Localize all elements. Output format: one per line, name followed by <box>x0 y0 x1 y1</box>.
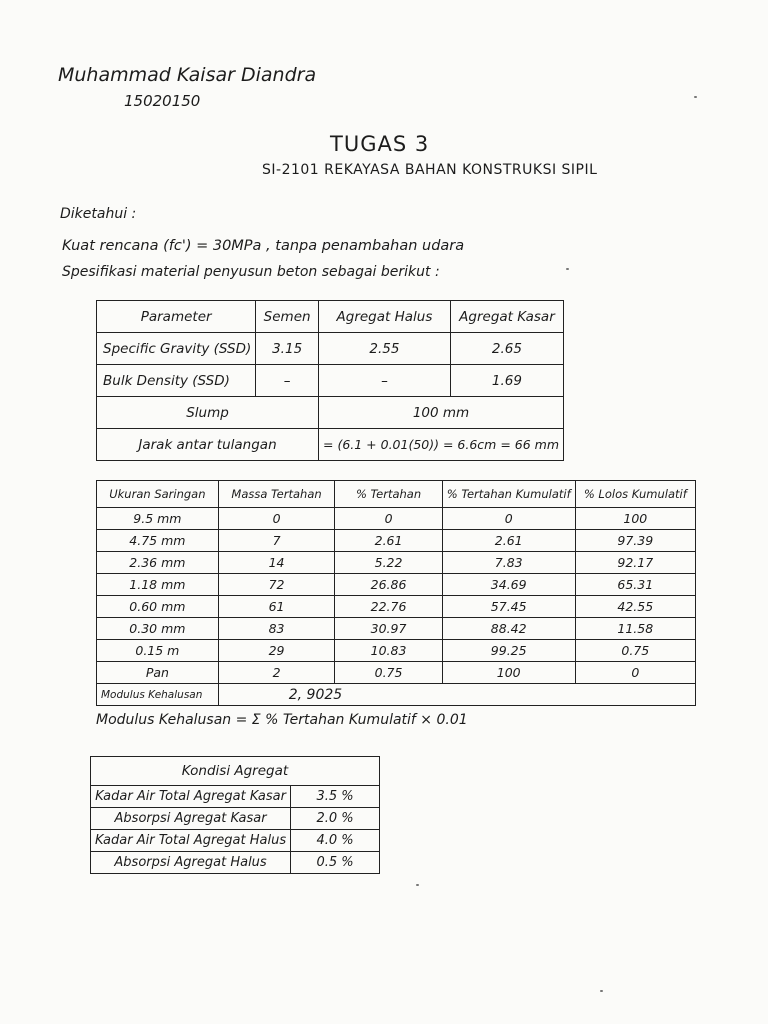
sieve-header: Ukuran Saringan <box>97 481 219 508</box>
sieve-cell: 1.18 mm <box>97 574 219 596</box>
sieve-cell: 9.5 mm <box>97 508 219 530</box>
sieve-cell: 0 <box>442 508 575 530</box>
condition-value: 4.0 % <box>291 830 380 852</box>
spec-header: Parameter <box>97 301 256 333</box>
sieve-cell: 61 <box>218 596 335 618</box>
material-spec-table <box>96 300 564 461</box>
sieve-cell: 42.55 <box>575 596 695 618</box>
modulus-formula: Modulus Kehalusan = Σ % Tertahan Kumulatif × 0.01 <box>96 712 468 728</box>
sieve-cell: 2 <box>218 662 335 684</box>
sieve-cell: 99.25 <box>442 640 575 662</box>
sieve-cell: 22.76 <box>335 596 442 618</box>
condition-name: Kadar Air Total Agregat Halus <box>91 830 291 852</box>
sieve-cell: 0.15 m <box>97 640 219 662</box>
condition-row <box>91 808 380 830</box>
sieve-body <box>97 508 696 684</box>
modulus-label: Modulus Kehalusan <box>97 684 219 706</box>
sieve-cell: 0.75 <box>335 662 442 684</box>
sieve-cell: 0.60 mm <box>97 596 219 618</box>
condition-name: Absorpsi Agregat Kasar <box>91 808 291 830</box>
spacing-row <box>97 429 564 461</box>
sieve-cell: 2.61 <box>335 530 442 552</box>
sieve-cell: 0 <box>218 508 335 530</box>
sieve-header: % Lolos Kumulatif <box>575 481 695 508</box>
sieve-cell: 57.45 <box>442 596 575 618</box>
given-label: Diketahui : <box>60 206 137 222</box>
spec-header-row <box>97 301 564 333</box>
scan-speck <box>600 990 603 992</box>
spec-cell: 3.15 <box>256 333 319 365</box>
sieve-cell: 97.39 <box>575 530 695 552</box>
spec-header: Semen <box>256 301 319 333</box>
sieve-cell: 65.31 <box>575 574 695 596</box>
condition-value: 0.5 % <box>291 852 380 874</box>
spec-cell: – <box>319 365 451 397</box>
sieve-cell: 100 <box>442 662 575 684</box>
sieve-cell: 83 <box>218 618 335 640</box>
spec-row <box>97 333 564 365</box>
scan-speck <box>694 96 697 98</box>
sieve-cell: 2.61 <box>442 530 575 552</box>
spec-header: Agregat Halus <box>319 301 451 333</box>
sieve-cell: 100 <box>575 508 695 530</box>
condition-header: Kondisi Agregat <box>91 757 380 786</box>
sieve-cell: 11.58 <box>575 618 695 640</box>
spec-cell: Specific Gravity (SSD) <box>97 333 256 365</box>
author-id: 15020150 <box>124 92 201 110</box>
sieve-header: % Tertahan Kumulatif <box>442 481 575 508</box>
condition-body <box>91 786 380 874</box>
spacing-label: Jarak antar tulangan <box>97 429 319 461</box>
sieve-row <box>97 574 696 596</box>
condition-row <box>91 830 380 852</box>
sieve-cell: 2.36 mm <box>97 552 219 574</box>
sieve-cell: 4.75 mm <box>97 530 219 552</box>
sieve-cell: 7 <box>218 530 335 552</box>
condition-value: 3.5 % <box>291 786 380 808</box>
spec-cell: 2.55 <box>319 333 451 365</box>
spec-cell: 1.69 <box>450 365 563 397</box>
slump-value: 100 mm <box>319 397 564 429</box>
sieve-header: Massa Tertahan <box>218 481 335 508</box>
sieve-cell: 0.75 <box>575 640 695 662</box>
sieve-cell: 0 <box>575 662 695 684</box>
slump-label: Slump <box>97 397 319 429</box>
spec-header: Agregat Kasar <box>450 301 563 333</box>
document-title: TUGAS 3 <box>330 132 430 156</box>
sieve-cell: 29 <box>218 640 335 662</box>
condition-value: 2.0 % <box>291 808 380 830</box>
sieve-cell: 34.69 <box>442 574 575 596</box>
sieve-cell: 0 <box>335 508 442 530</box>
slump-row <box>97 397 564 429</box>
sieve-cell: 30.97 <box>335 618 442 640</box>
sieve-row <box>97 530 696 552</box>
aggregate-condition-table <box>90 756 380 874</box>
sieve-cell: Pan <box>97 662 219 684</box>
sieve-header: % Tertahan <box>335 481 442 508</box>
scan-speck <box>566 268 569 270</box>
spacing-value: = (6.1 + 0.01(50)) = 6.6cm = 66 mm <box>319 429 564 461</box>
sieve-header-row <box>97 481 696 508</box>
sieve-cell: 26.86 <box>335 574 442 596</box>
sieve-cell: 5.22 <box>335 552 442 574</box>
sieve-cell: 14 <box>218 552 335 574</box>
condition-header-row <box>91 757 380 786</box>
sieve-cell: 72 <box>218 574 335 596</box>
spec-cell: Bulk Density (SSD) <box>97 365 256 397</box>
scan-speck <box>416 884 419 886</box>
design-strength-text: Kuat rencana (fc') = 30MPa , tanpa penambahan udara <box>62 238 465 254</box>
sieve-cell: 92.17 <box>575 552 695 574</box>
sieve-row <box>97 618 696 640</box>
sieve-cell: 88.42 <box>442 618 575 640</box>
condition-name: Absorpsi Agregat Halus <box>91 852 291 874</box>
modulus-row <box>97 684 696 706</box>
sieve-row <box>97 552 696 574</box>
sieve-row <box>97 508 696 530</box>
condition-row <box>91 852 380 874</box>
spec-cell: – <box>256 365 319 397</box>
sieve-row <box>97 596 696 618</box>
spec-row <box>97 365 564 397</box>
document-subtitle: SI-2101 REKAYASA BAHAN KONSTRUKSI SIPIL <box>262 162 598 178</box>
condition-row <box>91 786 380 808</box>
material-spec-intro: Spesifikasi material penyusun beton sebagai berikut : <box>62 264 440 280</box>
sieve-cell: 10.83 <box>335 640 442 662</box>
author-name: Muhammad Kaisar Diandra <box>58 64 317 86</box>
condition-name: Kadar Air Total Agregat Kasar <box>91 786 291 808</box>
sieve-cell: 7.83 <box>442 552 575 574</box>
sieve-row <box>97 640 696 662</box>
sieve-cell: 0.30 mm <box>97 618 219 640</box>
sieve-analysis-table <box>96 480 696 706</box>
sieve-row <box>97 662 696 684</box>
spec-cell: 2.65 <box>450 333 563 365</box>
modulus-value: 2, 9025 <box>218 684 695 706</box>
